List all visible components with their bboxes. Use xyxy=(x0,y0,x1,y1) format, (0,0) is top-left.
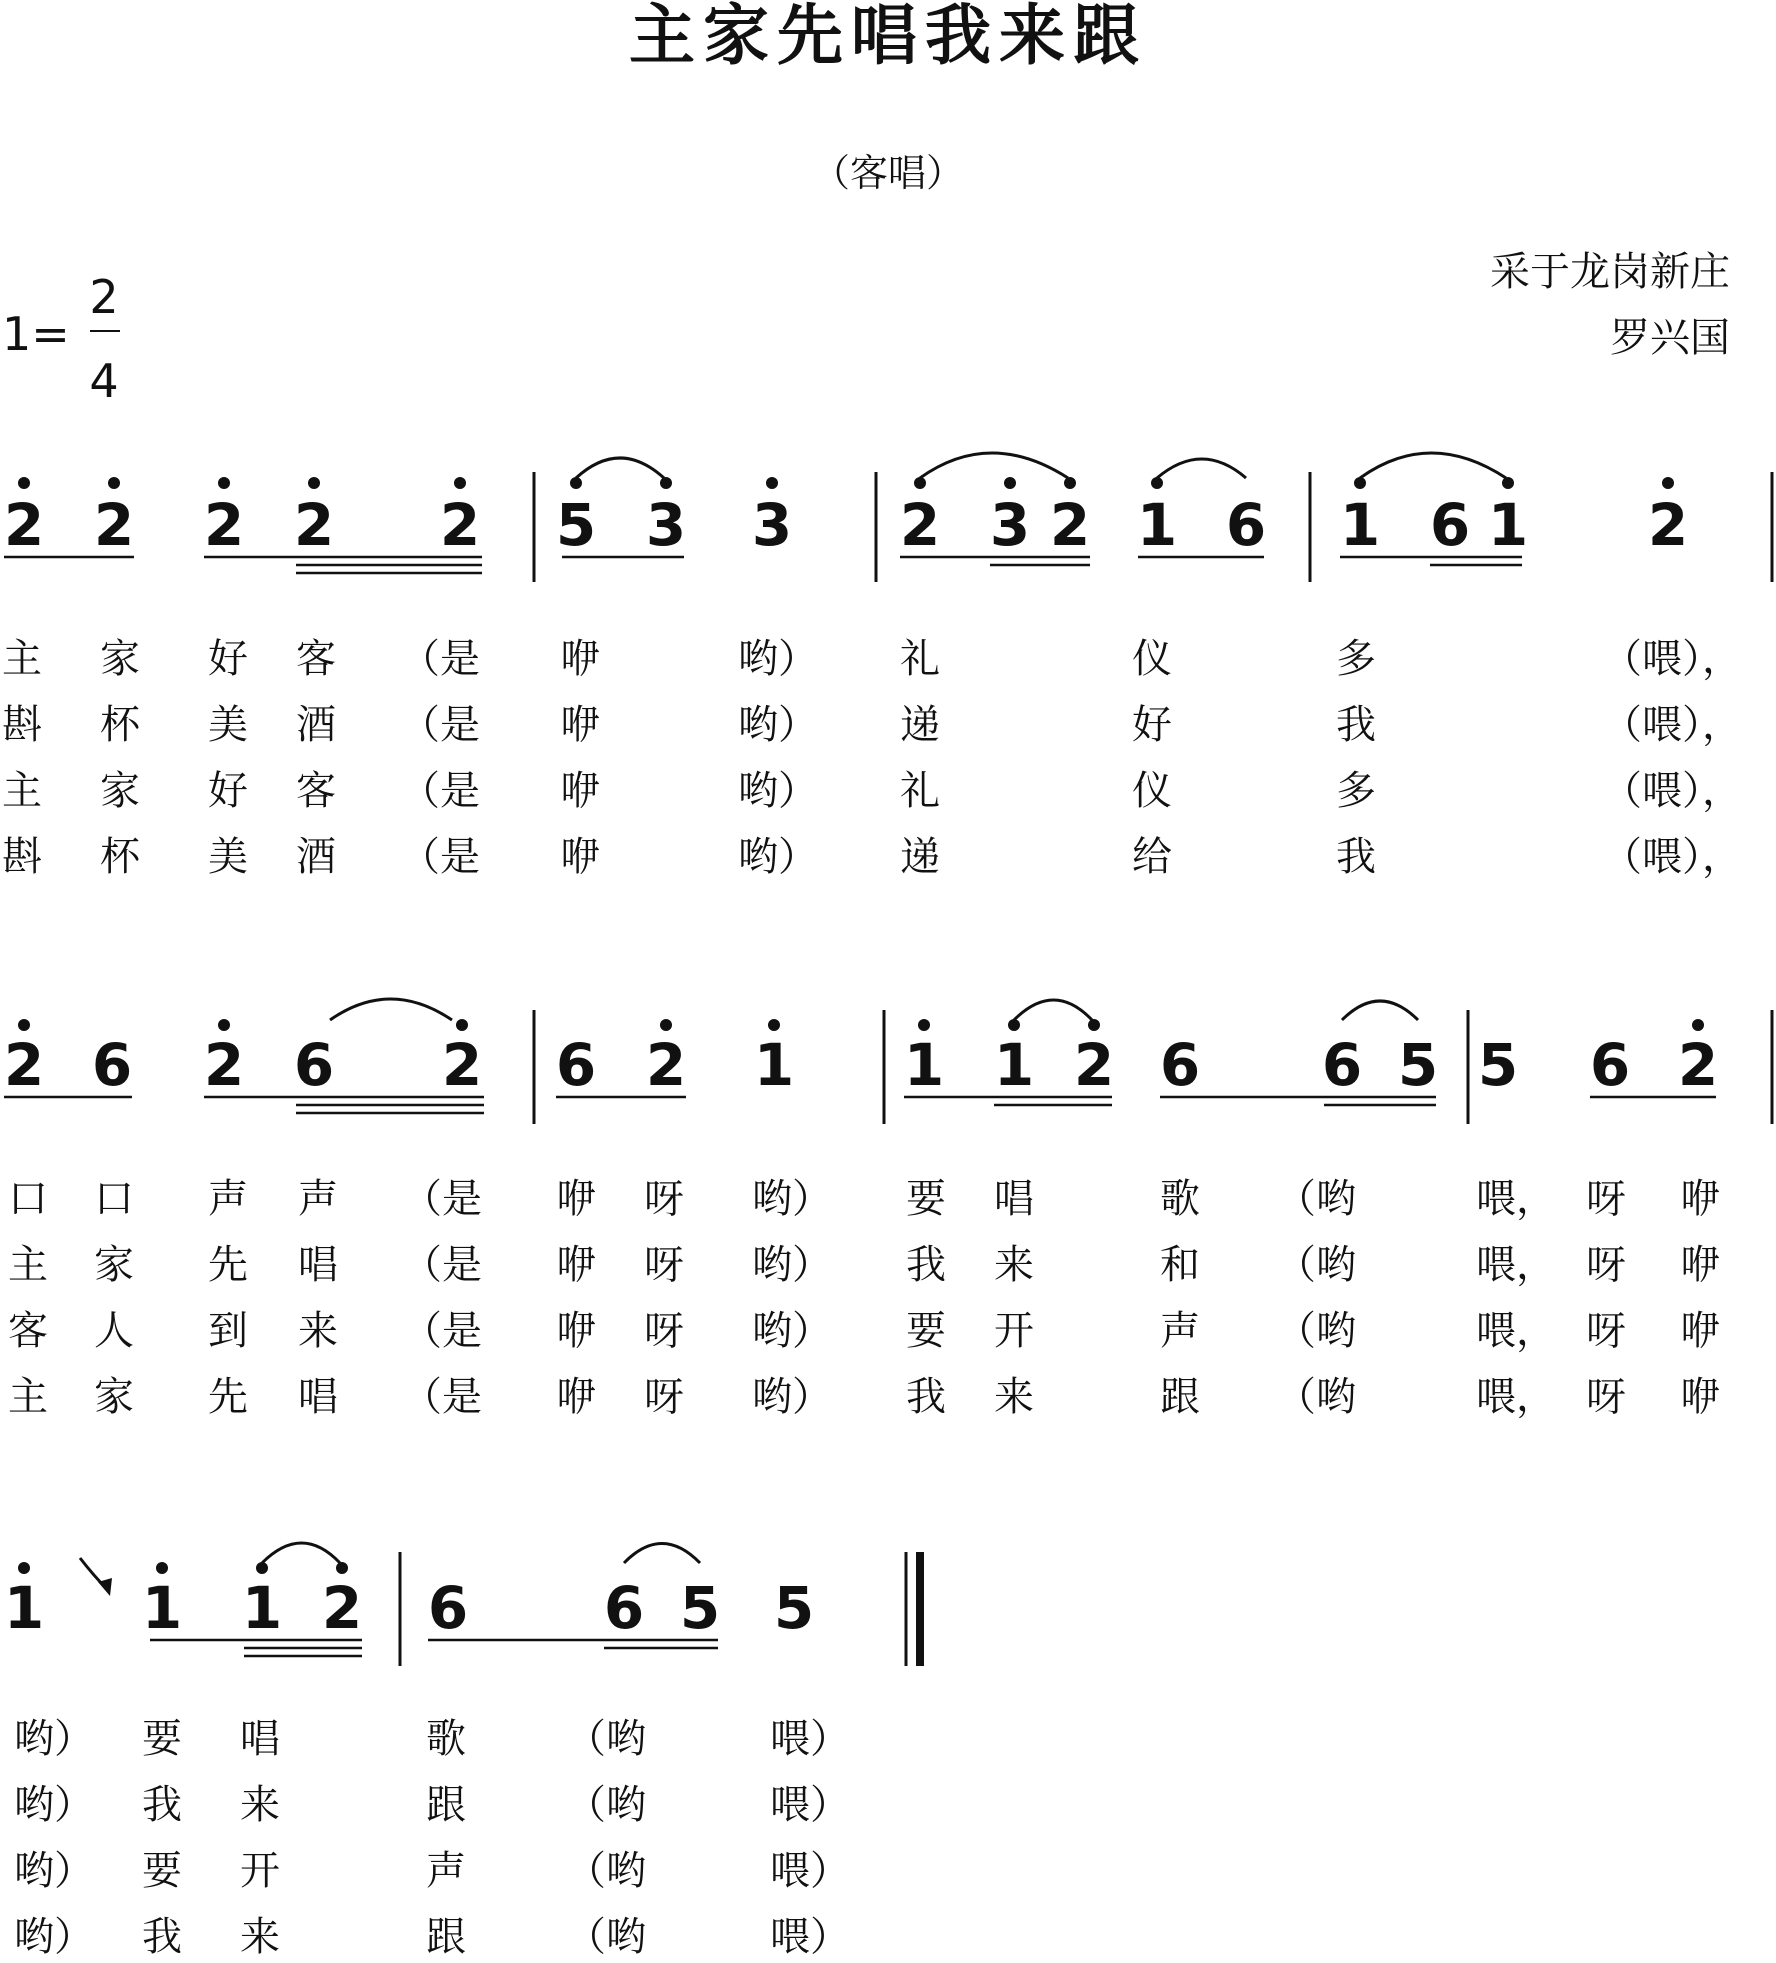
lyric: 人 xyxy=(94,1308,134,1354)
note: 2 xyxy=(899,491,941,559)
lyric: 哟） xyxy=(752,1242,832,1288)
lyric: （哟 xyxy=(566,1782,646,1828)
note: 6 xyxy=(1225,491,1267,559)
lyric: 斟 xyxy=(2,834,42,880)
note: 1 xyxy=(3,1574,45,1642)
note: 2 xyxy=(321,1574,363,1642)
note: 2 xyxy=(441,1031,483,1099)
lyric: 呀 xyxy=(644,1374,684,1420)
lyric: 来 xyxy=(994,1374,1034,1420)
lyric: 我 xyxy=(906,1374,946,1420)
lyric: 口 xyxy=(8,1176,48,1222)
note: 1 xyxy=(753,1031,795,1099)
lyric: 咿 xyxy=(556,1242,596,1288)
lyric: 先 xyxy=(208,1242,248,1288)
lyric: （哟 xyxy=(1276,1374,1356,1420)
lyric: 要 xyxy=(142,1848,182,1894)
lyric: 咿 xyxy=(1680,1176,1720,1222)
lyric: 哟） xyxy=(14,1848,94,1894)
lyric: 仪 xyxy=(1132,636,1172,682)
lyric: 来 xyxy=(240,1782,280,1828)
system-3 xyxy=(4,1543,920,1960)
octave-dots xyxy=(18,1019,1704,1031)
lyric: 主 xyxy=(8,1374,48,1420)
lyric: 咿 xyxy=(560,636,600,682)
lyric: 来 xyxy=(994,1242,1034,1288)
lyric: （喂）， xyxy=(1602,702,1742,748)
lyric: 歌 xyxy=(1160,1176,1200,1222)
lyric: 主 xyxy=(2,636,42,682)
lyric: （是 xyxy=(400,636,480,682)
lyric: 好 xyxy=(1132,702,1172,748)
lyric: 呀 xyxy=(1586,1308,1626,1354)
rhythm-lines xyxy=(4,1097,1716,1113)
lyric: 咿 xyxy=(560,768,600,814)
system-2 xyxy=(4,999,1772,1420)
lyrics-verse-2 xyxy=(14,1782,850,1828)
lyric: 哟） xyxy=(738,768,818,814)
lyric: 咿 xyxy=(556,1176,596,1222)
lyric: 斟 xyxy=(2,702,42,748)
lyric: 好 xyxy=(208,768,248,814)
note: 2 xyxy=(3,491,45,559)
lyric: 咿 xyxy=(556,1308,596,1354)
lyric: 递 xyxy=(900,834,940,880)
lyric: 我 xyxy=(142,1782,182,1828)
note: 1 xyxy=(141,1574,183,1642)
lyric: 哟） xyxy=(738,834,818,880)
lyric: 客 xyxy=(296,636,336,682)
lyric: 礼 xyxy=(900,768,940,814)
lyric: 哟） xyxy=(752,1308,832,1354)
note: 3 xyxy=(751,491,793,559)
lyric: 哟） xyxy=(738,702,818,748)
lyric: 口 xyxy=(94,1176,134,1222)
lyric: 递 xyxy=(900,702,940,748)
lyric: 美 xyxy=(208,834,248,880)
lyric: 家 xyxy=(100,768,140,814)
lyric: 多 xyxy=(1336,768,1376,814)
slurs xyxy=(330,999,1418,1020)
lyric: 跟 xyxy=(426,1782,466,1828)
author-credit: 罗兴国 xyxy=(1610,315,1730,361)
note: 2 xyxy=(3,1031,45,1099)
lyric: （哟 xyxy=(566,1848,646,1894)
lyric: 家 xyxy=(94,1374,134,1420)
lyric: 主 xyxy=(8,1242,48,1288)
note: 6 xyxy=(293,1031,335,1099)
lyric: 我 xyxy=(906,1242,946,1288)
note: 6 xyxy=(1589,1031,1631,1099)
glide-arrow-icon xyxy=(80,1558,112,1596)
lyric: 杯 xyxy=(100,834,140,880)
note: 6 xyxy=(427,1574,469,1642)
lyric: 喂） xyxy=(770,1782,850,1828)
note: 5 xyxy=(1477,1031,1519,1099)
lyric: 客 xyxy=(8,1308,48,1354)
rhythm-lines xyxy=(4,557,1522,573)
lyric: 哟） xyxy=(14,1914,94,1960)
rhythm-lines xyxy=(150,1640,718,1656)
lyric: 客 xyxy=(296,768,336,814)
lyrics-verse-1 xyxy=(14,1716,850,1762)
lyric: 喂） xyxy=(770,1716,850,1762)
note: 6 xyxy=(1429,491,1471,559)
note: 2 xyxy=(1647,491,1689,559)
lyric: （哟 xyxy=(1276,1176,1356,1222)
lyric: 呀 xyxy=(644,1242,684,1288)
lyrics-verse-3 xyxy=(14,1848,850,1894)
lyric: 咿 xyxy=(1680,1308,1720,1354)
lyric: 喂， xyxy=(1476,1374,1556,1420)
lyric: （是 xyxy=(402,1374,482,1420)
note: 1 xyxy=(1339,491,1381,559)
lyric: 喂， xyxy=(1476,1176,1556,1222)
octave-dots xyxy=(18,477,1674,489)
lyric: 杯 xyxy=(100,702,140,748)
note: 5 xyxy=(1397,1031,1439,1099)
note: 2 xyxy=(203,1031,245,1099)
lyric: 好 xyxy=(208,636,248,682)
note: 6 xyxy=(555,1031,597,1099)
lyric: 咿 xyxy=(1680,1374,1720,1420)
note: 3 xyxy=(989,491,1031,559)
lyric: （是 xyxy=(400,834,480,880)
lyric: 咿 xyxy=(556,1374,596,1420)
lyric: （哟 xyxy=(566,1914,646,1960)
lyric: 声 xyxy=(426,1848,466,1894)
lyric: 呀 xyxy=(644,1176,684,1222)
lyric: 来 xyxy=(298,1308,338,1354)
note: 2 xyxy=(1049,491,1091,559)
lyric: （是 xyxy=(402,1242,482,1288)
lyric: 哟） xyxy=(752,1176,832,1222)
lyric: 喂） xyxy=(770,1914,850,1960)
time-sig-numerator: 2 xyxy=(89,270,119,324)
song-title: 主家先唱我来跟 xyxy=(629,0,1147,74)
source-credit: 采于龙岗新庄 xyxy=(1490,249,1730,295)
note: 1 xyxy=(903,1031,945,1099)
lyric: 呀 xyxy=(644,1308,684,1354)
lyric: （哟 xyxy=(566,1716,646,1762)
lyric: 到 xyxy=(208,1308,248,1354)
lyric: （是 xyxy=(400,768,480,814)
note: 1 xyxy=(1136,491,1178,559)
note: 2 xyxy=(439,491,481,559)
octave-dots xyxy=(18,1562,348,1574)
lyric: 要 xyxy=(906,1308,946,1354)
lyric: 先 xyxy=(208,1374,248,1420)
lyric: 唱 xyxy=(298,1242,338,1288)
lyric: 酒 xyxy=(296,702,336,748)
lyric: （是 xyxy=(402,1308,482,1354)
note: 1 xyxy=(241,1574,283,1642)
lyrics-verse-3 xyxy=(8,1308,1720,1354)
lyrics-verse-4 xyxy=(14,1914,850,1960)
note: 1 xyxy=(1487,491,1529,559)
lyric: 开 xyxy=(994,1308,1034,1354)
note: 2 xyxy=(645,1031,687,1099)
lyric: 哟） xyxy=(738,636,818,682)
lyric: 我 xyxy=(142,1914,182,1960)
lyric: 咿 xyxy=(1680,1242,1720,1288)
lyric: 给 xyxy=(1132,834,1172,880)
note: 1 xyxy=(993,1031,1035,1099)
note: 6 xyxy=(91,1031,133,1099)
lyric: 礼 xyxy=(900,636,940,682)
lyric: 咿 xyxy=(560,834,600,880)
note: 2 xyxy=(1073,1031,1115,1099)
lyric: 多 xyxy=(1336,636,1376,682)
lyrics-verse-1 xyxy=(8,1176,1720,1222)
lyric: 唱 xyxy=(240,1716,280,1762)
note: 2 xyxy=(293,491,335,559)
lyric: 哟） xyxy=(14,1716,94,1762)
lyric: 我 xyxy=(1336,834,1376,880)
lyric: 酒 xyxy=(296,834,336,880)
lyric: 家 xyxy=(94,1242,134,1288)
lyric: 声 xyxy=(1160,1308,1200,1354)
lyric: 跟 xyxy=(426,1914,466,1960)
lyric: 仪 xyxy=(1132,768,1172,814)
lyric: 呀 xyxy=(1586,1374,1626,1420)
lyric: （是 xyxy=(400,702,480,748)
lyric: （哟 xyxy=(1276,1308,1356,1354)
lyric: 主 xyxy=(2,768,42,814)
lyric: 歌 xyxy=(426,1716,466,1762)
lyric: （喂）， xyxy=(1602,636,1742,682)
lyrics-verse-4 xyxy=(2,834,1742,880)
note: 2 xyxy=(1677,1031,1719,1099)
lyric: 喂， xyxy=(1476,1242,1556,1288)
note: 6 xyxy=(603,1574,645,1642)
lyric: 要 xyxy=(906,1176,946,1222)
lyric: （喂）， xyxy=(1602,834,1742,880)
lyric: 声 xyxy=(208,1176,248,1222)
note: 5 xyxy=(679,1574,721,1642)
lyric: 唱 xyxy=(298,1374,338,1420)
lyric: 哟） xyxy=(752,1374,832,1420)
note: 2 xyxy=(203,491,245,559)
subtitle: （客唱） xyxy=(811,151,965,195)
note: 6 xyxy=(1321,1031,1363,1099)
note: 2 xyxy=(93,491,135,559)
lyric: 呀 xyxy=(1586,1176,1626,1222)
lyric: 咿 xyxy=(560,702,600,748)
lyric: 喂） xyxy=(770,1848,850,1894)
lyric: 哟） xyxy=(14,1782,94,1828)
note: 5 xyxy=(555,491,597,559)
key-signature: 1= xyxy=(2,307,70,361)
lyric: 喂， xyxy=(1476,1308,1556,1354)
lyric: 唱 xyxy=(994,1176,1034,1222)
lyrics-verse-2 xyxy=(8,1242,1720,1288)
note: 6 xyxy=(1159,1031,1201,1099)
lyric: （喂）， xyxy=(1602,768,1742,814)
time-sig-denominator: 4 xyxy=(89,354,119,408)
slurs xyxy=(576,453,1506,478)
lyric: 来 xyxy=(240,1914,280,1960)
lyrics-verse-3 xyxy=(2,768,1742,814)
slurs xyxy=(262,1543,700,1563)
lyric: 家 xyxy=(100,636,140,682)
lyric: 声 xyxy=(298,1176,338,1222)
lyric: （是 xyxy=(402,1176,482,1222)
note: 5 xyxy=(773,1574,815,1642)
lyric: 和 xyxy=(1160,1242,1200,1288)
note: 3 xyxy=(645,491,687,559)
bar-lines xyxy=(534,1010,1772,1124)
lyrics-verse-2 xyxy=(2,702,1742,748)
lyric: 呀 xyxy=(1586,1242,1626,1288)
lyric: 要 xyxy=(142,1716,182,1762)
lyric: 美 xyxy=(208,702,248,748)
lyrics-verse-1 xyxy=(2,636,1742,682)
lyric: 跟 xyxy=(1160,1374,1200,1420)
system-1 xyxy=(2,453,1772,880)
lyric: 我 xyxy=(1336,702,1376,748)
lyric: （哟 xyxy=(1276,1242,1356,1288)
lyrics-verse-4 xyxy=(8,1374,1720,1420)
lyric: 开 xyxy=(240,1848,280,1894)
